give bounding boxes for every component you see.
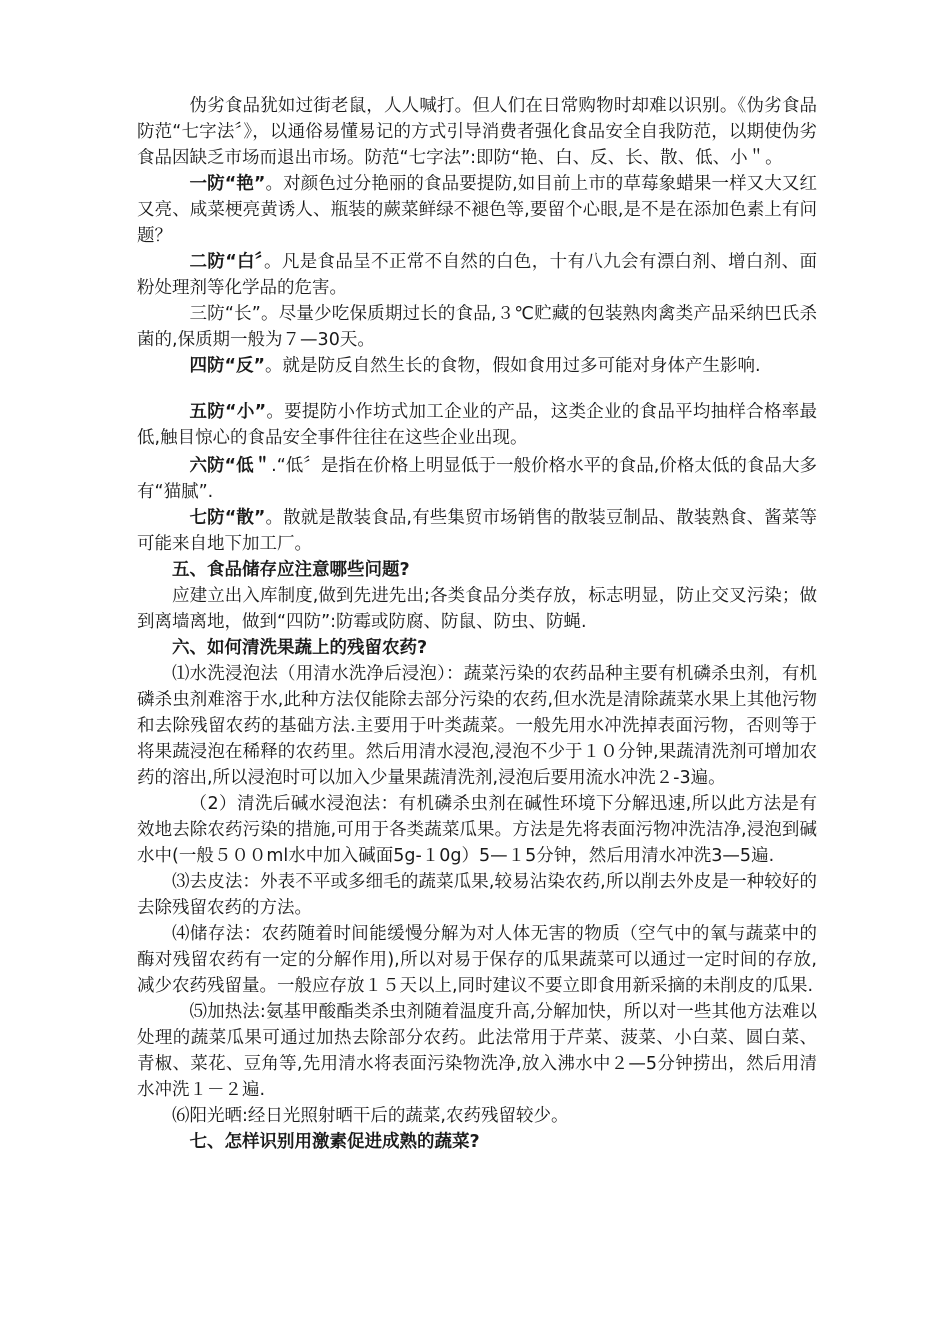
intro-paragraph: 伪劣食品犹如过街老鼠，人人喊打。但人们在日常购物时却难以识别。《伪劣食品防范“七字法〞》，以通俗易懂易记的方式引导消费者强化食品安全自我防范，以期使伪劣食品因缺乏市场而退出市场。防范“七字法”:即防“艳、白、反、长、散、低、小＂。	[137, 96, 817, 168]
rule-san-paragraph	[137, 505, 817, 557]
rule-san-text: 。散就是散装食品,有些集贸市场销售的散装豆制品、散装熟食、酱菜等可能来自地下加工厂。	[137, 508, 817, 554]
document-page	[137, 93, 817, 1155]
rule-yan-text: 。对颜色过分艳丽的食品要提防,如目前上市的草莓象蜡果一样又大又红又亮、咸菜梗亮黄诱人、瓶装的蕨菜鲜绿不褪色等,要留个心眼,是不是在添加色素上有问题？	[137, 174, 817, 246]
rule-yan-paragraph	[137, 171, 817, 249]
rule-xiao-text: 。要提防小作坊式加工企业的产品，这类企业的食品平均抽样合格率最低,触目惊心的食品安全事件往往在这些企业出现。	[137, 402, 817, 448]
rule-fan-lead: 四防“反”	[189, 356, 266, 376]
rule-bai-lead: 二防“白〞	[189, 252, 264, 272]
method-storage: ⑷储存法：农药随着时间能缓慢分解为对人体无害的物质（空气中的氧与蔬菜中的酶对残留农药有一定的分解作用),所以对易于保存的瓜果蔬菜可以通过一定时间的存放,减少农药残留量。一般应存放１５天以上,同时建议不要立即食用新采摘的未削皮的瓜果.	[137, 924, 817, 996]
method-heating: ⑸加热法:氨基甲酸酯类杀虫剂随着温度升高,分解加快，所以对一些其他方法难以处理的蔬菜瓜果可通过加热去除部分农药。此法常用于芹菜、菠菜、小白菜、圆白菜、青椒、菜花、豆角等,先用清水将表面污染物洗净,放入沸水中２—5分钟捞出，然后用清水冲洗１－２遍.	[137, 1002, 817, 1100]
section7-heading: 七、怎样识别用激素促进成熟的蔬菜?	[189, 1132, 480, 1152]
section6-heading: 六、如何清洗果蔬上的残留农药?	[172, 638, 428, 658]
rule-san-lead: 七防“散”	[189, 508, 266, 528]
rule-di-text: .“低〞是指在价格上明显低于一般价格水平的食品,价格太低的食品大多有“猫腻”.	[137, 456, 817, 502]
rule-di-lead: 六防“低＂	[189, 456, 272, 476]
rule-xiao-lead: 五防“小”	[189, 402, 267, 422]
rule-di-paragraph	[137, 453, 817, 505]
rule-bai-paragraph	[137, 249, 817, 301]
rule-fan-paragraph	[137, 353, 817, 379]
section5-heading: 五、食品储存应注意哪些问题?	[172, 560, 410, 580]
section5-body: 应建立出入库制度,做到先进先出;各类食品分类存放，标志明显，防止交叉污染；做到离墙离地，做到“四防”:防霉或防腐、防鼠、防虫、防蝇.	[137, 586, 817, 632]
rule-chang-paragraph: 三防“长”。尽量少吃保质期过长的食品,３℃贮藏的包装熟肉禽类产品采纳巴氏杀菌的,保质期一般为７—30天。	[137, 304, 817, 350]
method-alkaline-soak: （2）清洗后碱水浸泡法：有机磷杀虫剂在碱性环境下分解迅速,所以此方法是有效地去除农药污染的措施,可用于各类蔬菜瓜果。方法是先将表面污物冲洗洁净,浸泡到碱水中(一般５００ml水中加入碱面5g-１0g）5—１5分钟，然后用清水冲洗3—5遍.	[137, 794, 817, 866]
rule-fan-text: 。就是防反自然生长的食物，假如食用过多可能对身体产生影响.	[265, 356, 761, 376]
rule-yan-lead: 一防“艳”	[189, 174, 266, 194]
method-sun: ⑹阳光晒:经日光照射晒干后的蔬菜,农药残留较少。	[172, 1106, 569, 1126]
rule-bai-text: 。凡是食品呈不正常不自然的白色，十有八九会有漂白剂、增白剂、面粉处理剂等化学品的危害。	[137, 252, 817, 298]
rule-xiao-paragraph	[137, 399, 817, 451]
method-peel: ⑶去皮法：外表不平或多细毛的蔬菜瓜果,较易沾染农药,所以削去外皮是一种较好的去除残留农药的方法。	[137, 872, 817, 918]
method-wash-soak: ⑴水洗浸泡法（用清水洗净后浸泡）：蔬菜污染的农药品种主要有机磷杀虫剂，有机磷杀虫剂难溶于水,此种方法仅能除去部分污染的农药,但水洗是清除蔬菜水果上其他污物和去除残留农药的基础方法.主要用于叶类蔬菜。一般先用水冲洗掉表面污物，否则等于将果蔬浸泡在稀释的农药里。然后用清水浸泡,浸泡不少于１０分钟,果蔬清洗剂可增加农药的溶出,所以浸泡时可以加入少量果蔬清洗剂,浸泡后要用流水冲洗２-3遍。	[137, 664, 817, 788]
